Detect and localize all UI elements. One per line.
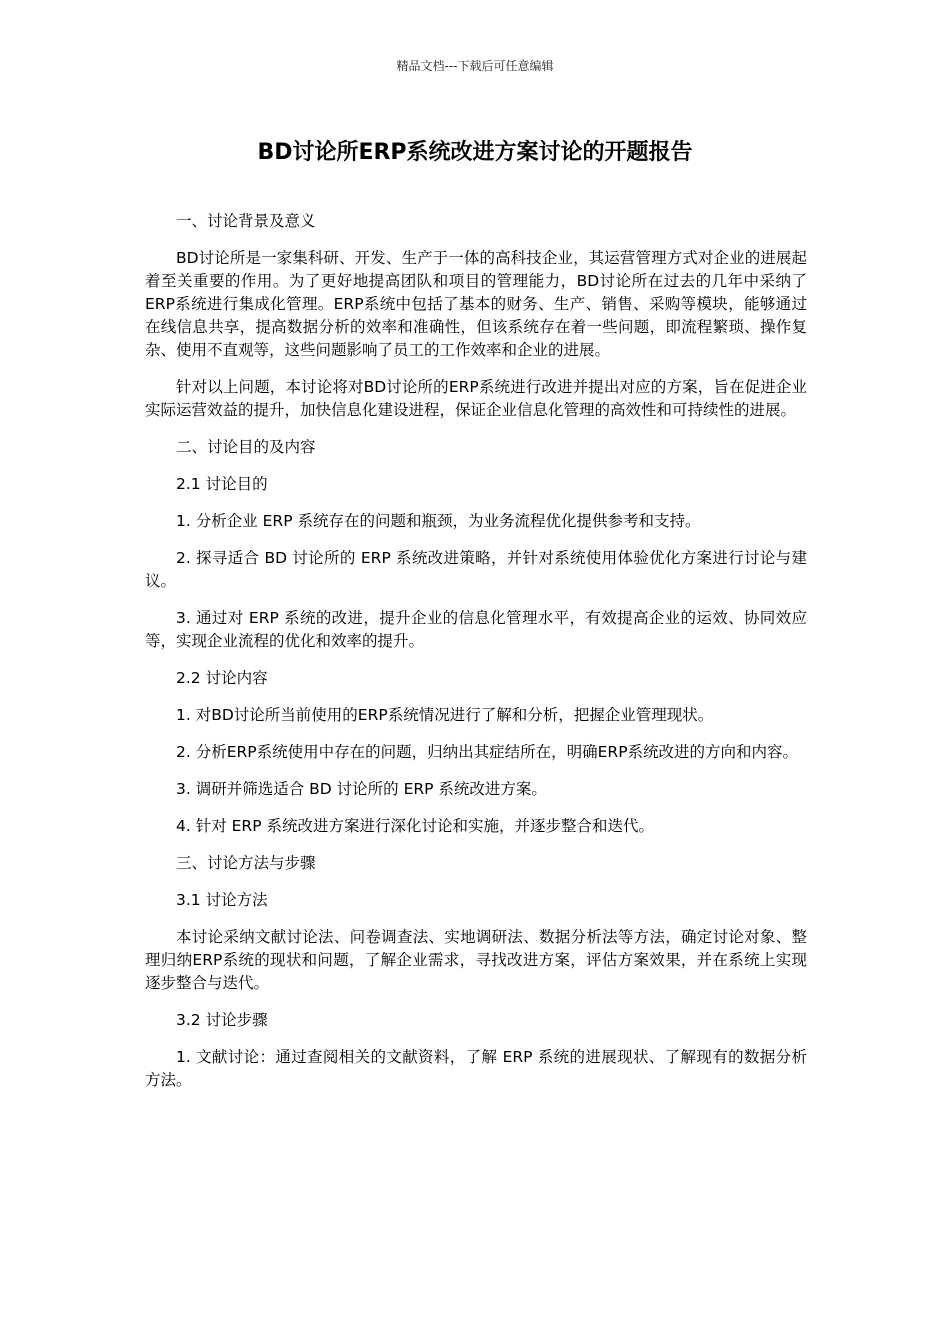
list-item: 2. 分析ERP系统使用中存在的问题，归纳出其症结所在，明确ERP系统改进的方向和内容。 (176, 743, 799, 761)
section-heading-2: 二、讨论目的及内容 (176, 438, 316, 456)
header-note: 精品文档---下载后可任意编辑 (396, 59, 554, 73)
section-heading-1: 一、讨论背景及意义 (176, 212, 316, 230)
list-item: 1. 分析企业 ERP 系统存在的问题和瓶颈，为业务流程优化提供参考和支持。 (176, 512, 701, 530)
section-heading-3: 三、讨论方法与步骤 (176, 854, 316, 872)
list-item: 1. 对BD讨论所当前使用的ERP系统情况进行了解和分析，把握企业管理现状。 (176, 706, 714, 724)
paragraph-purpose: 针对以上问题，本讨论将对BD讨论所的ERP系统进行改进并提出对应的方案，旨在促进企业实际运营效益的提升，加快信息化建设进程，保证企业信息化管理的高效性和可持续性的进展。 (145, 378, 807, 419)
list-item: 3. 通过对 ERP 系统的改进，提升企业的信息化管理水平，有效提高企业的运效、协同效应等，实现企业流程的优化和效率的提升。 (145, 609, 807, 650)
list-item: 3. 调研并筛选适合 BD 讨论所的 ERP 系统改进方案。 (176, 780, 547, 798)
list-item: 1. 文献讨论：通过查阅相关的文献资料，了解 ERP 系统的进展现状、了解现有的数据分析方法。 (145, 1048, 807, 1089)
paragraph-background: BD讨论所是一家集科研、开发、生产于一体的高科技企业，其运营管理方式对企业的进展起着至关重要的作用。为了更好地提高团队和项目的管理能力，BD讨论所在过去的几年中采纳了ERP系统进行集成化管理。ERP系统中包括了基本的财务、生产、销售、采购等模块，能够通过在线信息共享，提高数据分析的效率和准确性，但该系统存在着一些问题，即流程繁琐、操作复杂、使用不直观等，这些问题影响了员工的工作效率和企业的进展。 (145, 249, 807, 359)
paragraph-methods: 本讨论采纳文献讨论法、问卷调查法、实地调研法、数据分析法等方法，确定讨论对象、整理归纳ERP系统的现状和问题，了解企业需求，寻找改进方案，评估方案效果，并在系统上实现逐步整合与迭代。 (145, 928, 807, 992)
subsection-heading-3-1: 3.1 讨论方法 (176, 891, 268, 909)
document-body (145, 210, 807, 1106)
subsection-heading-3-2: 3.2 讨论步骤 (176, 1011, 268, 1029)
subsection-heading-2-1: 2.1 讨论目的 (176, 475, 268, 493)
subsection-heading-2-2: 2.2 讨论内容 (176, 669, 268, 687)
document-title: BD讨论所ERP系统改进方案讨论的开题报告 (257, 140, 693, 165)
list-item: 2. 探寻适合 BD 讨论所的 ERP 系统改进策略，并针对系统使用体验优化方案进行讨论与建议。 (145, 549, 807, 590)
list-item: 4. 针对 ERP 系统改进方案进行深化讨论和实施，并逐步整合和迭代。 (176, 817, 654, 835)
